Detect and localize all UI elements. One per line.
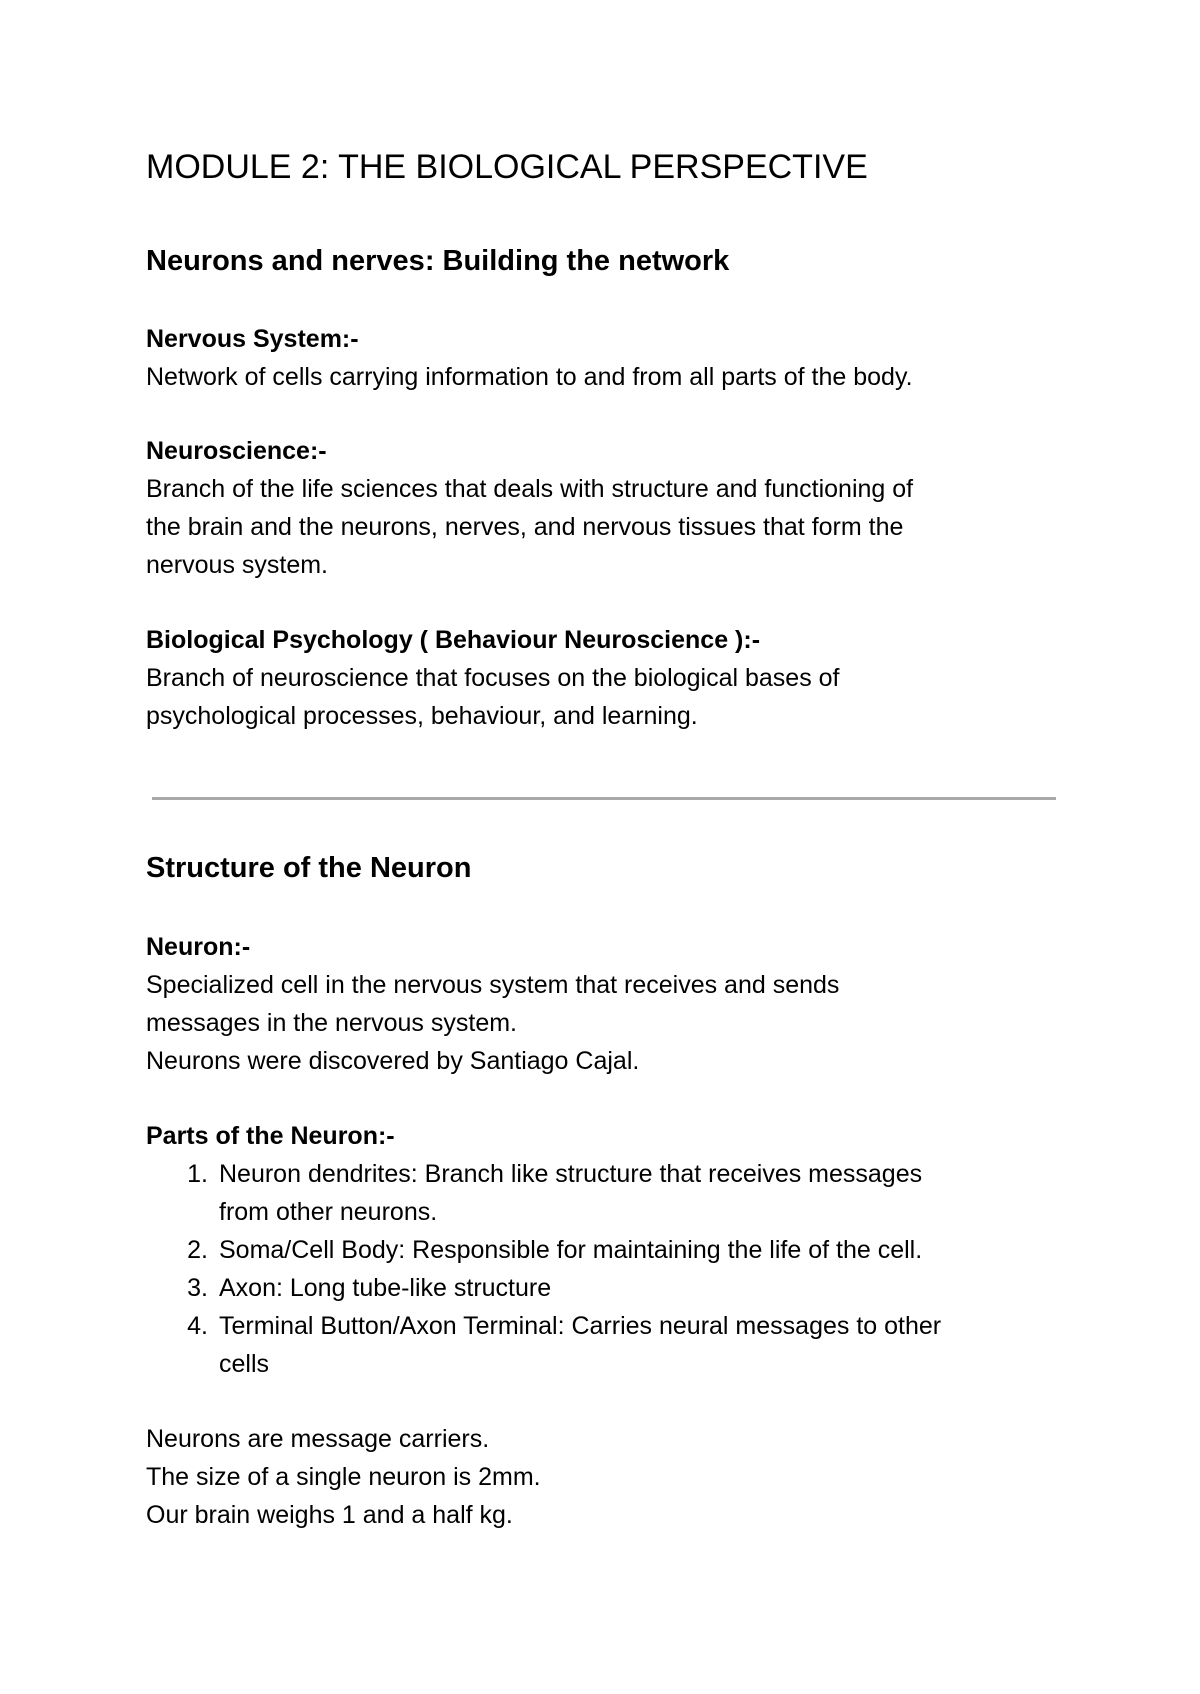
list-item-text: cells [219,1350,270,1378]
definition-line: Specialized cell in the nervous system that receives and sends [146,971,840,999]
list-item-text: Soma/Cell Body: Responsible for maintaining the life of the cell. [219,1236,923,1264]
horizontal-divider [152,797,1056,800]
section-heading-structure-of-neuron: Structure of the Neuron [146,852,472,884]
fact-line: Our brain weighs 1 and a half kg. [146,1501,513,1529]
list-item-text: Axon: Long tube-like structure [219,1274,552,1302]
term-neuroscience: Neuroscience:- [146,437,327,465]
definition-line: Branch of the life sciences that deals with structure and functioning of [146,475,914,503]
list-item-text: Neuron dendrites: Branch like structure that receives messages [219,1160,923,1188]
list-item-number: 1. [187,1160,208,1188]
list-item-text: Terminal Button/Axon Terminal: Carries neural messages to other [219,1312,942,1340]
term-parts-of-neuron: Parts of the Neuron:- [146,1122,395,1150]
list-item-number: 2. [187,1236,208,1264]
list-item-number: 3. [187,1274,208,1302]
definition-line: Network of cells carrying information to and from all parts of the body. [146,363,913,391]
list-item-number: 4. [187,1312,208,1340]
fact-line: The size of a single neuron is 2mm. [146,1463,541,1491]
term-neuron: Neuron:- [146,933,251,961]
definition-line: Neurons were discovered by Santiago Cajal. [146,1047,640,1075]
definition-line: nervous system. [146,551,329,579]
definition-line: messages in the nervous system. [146,1009,517,1037]
definition-line: Branch of neuroscience that focuses on the biological bases of [146,664,840,692]
section-heading-neurons-and-nerves: Neurons and nerves: Building the network [146,245,730,277]
page-title: MODULE 2: THE BIOLOGICAL PERSPECTIVE [146,148,868,186]
term-nervous-system: Nervous System:- [146,325,359,353]
definition-line: psychological processes, behaviour, and learning. [146,702,698,730]
list-item-text: from other neurons. [219,1198,438,1226]
definition-line: the brain and the neurons, nerves, and nervous tissues that form the [146,513,904,541]
fact-line: Neurons are message carriers. [146,1425,490,1453]
term-biological-psychology: Biological Psychology ( Behaviour Neuroscience ):- [146,626,761,654]
